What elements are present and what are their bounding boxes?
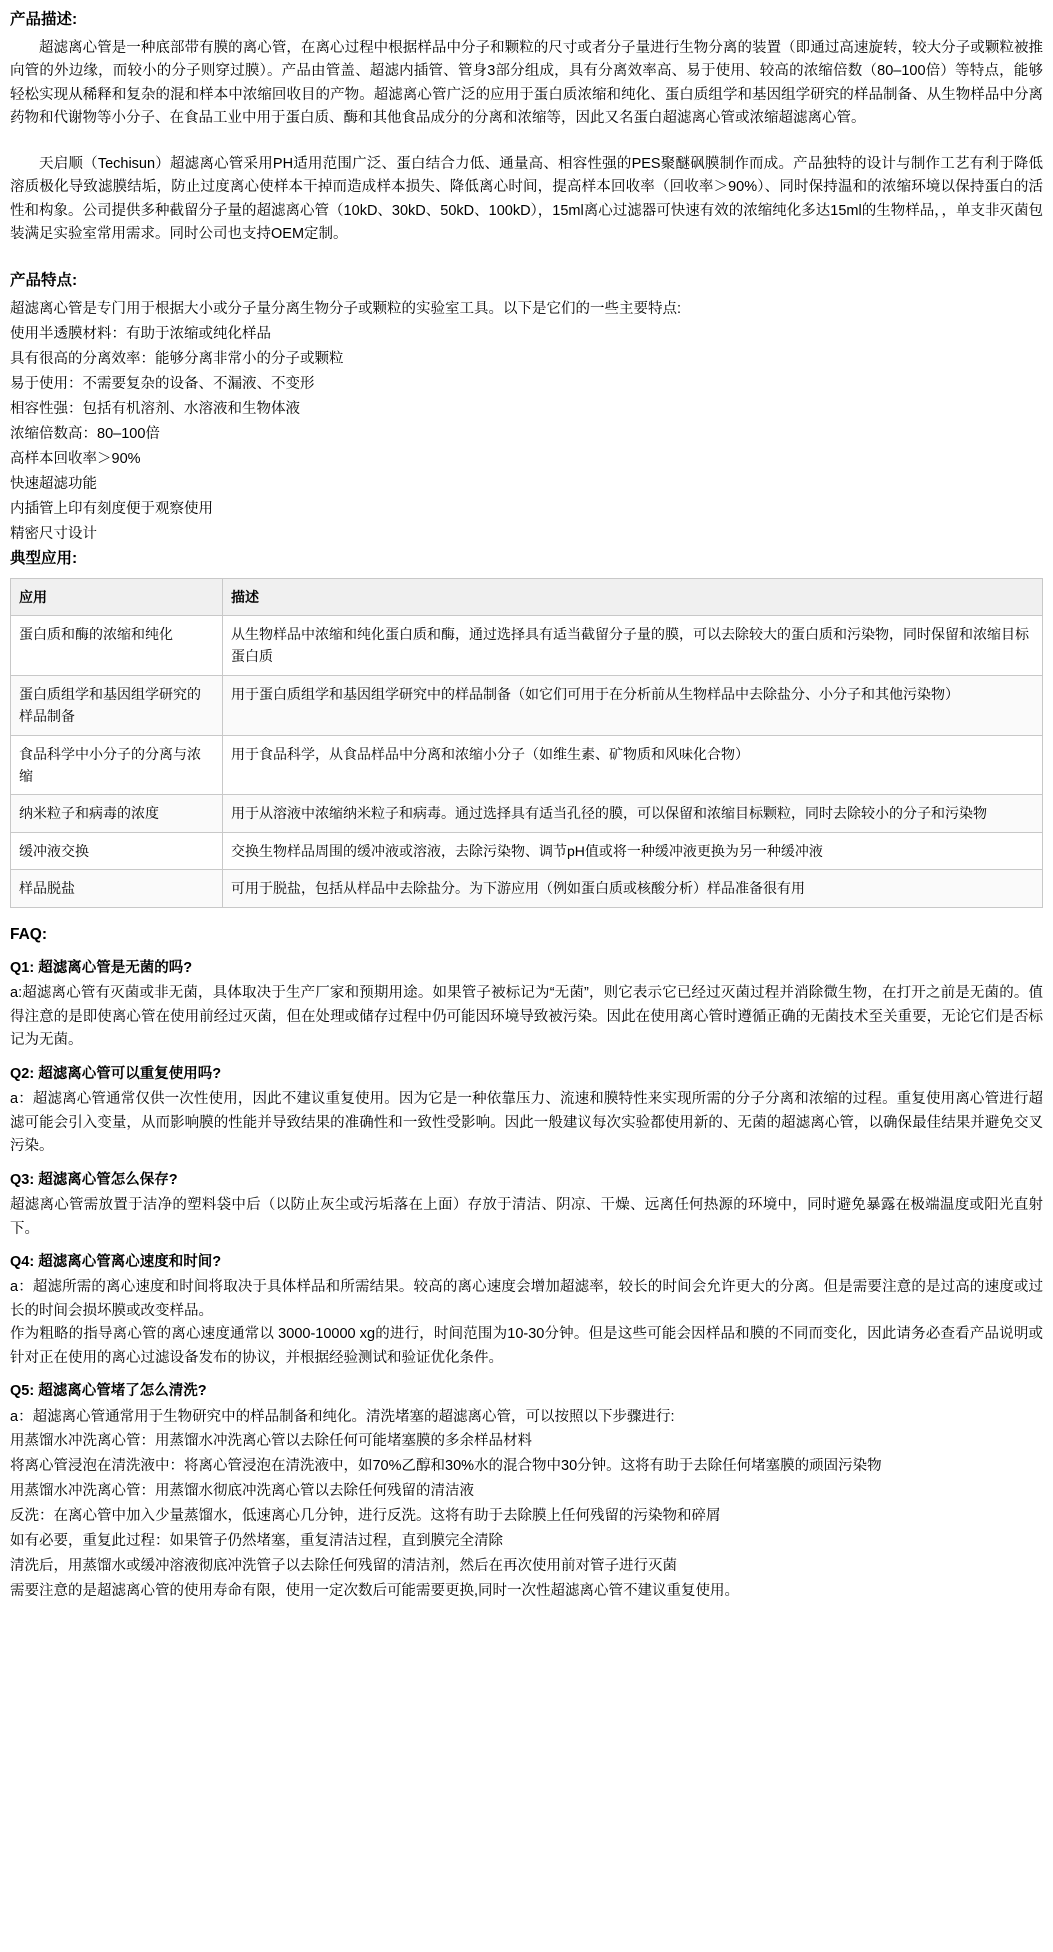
faq-step: 将离心管浸泡在清洗液中：将离心管浸泡在清洗液中，如70%乙醇和30%水的混合物中30分钟。这将有助于去除任何堵塞膜的顽固污染物: [10, 1458, 882, 1475]
table-cell-desc: 可用于脱盐，包括从样品中去除盐分。为下游应用（例如蛋白质或核酸分析）样品准备很有用: [223, 870, 1043, 907]
feature-item: 使用半透膜材料：有助于浓缩或纯化样品: [10, 326, 271, 343]
faq-answer: a：超滤离心管通常仅供一次性使用，因此不建议重复使用。因为它是一种依靠压力、流速和膜特性来实现所需的分子分离和浓缩的过程。重复使用离心管进行超滤可能会引入变量，从而影响膜的性能并导致结果的准确性和一致性受影响。因此一般建议每次实验都使用新的、无菌的超滤离心管，以确保最佳结果并避免交叉污染。: [10, 1091, 1043, 1155]
feature-item: 易于使用：不需要复杂的设备、不漏液、不变形: [10, 376, 315, 393]
feature-item: 精密尺寸设计: [10, 525, 97, 542]
table-header-desc: 描述: [223, 578, 1043, 615]
product-description-paragraph-1: 超滤离心管是一种底部带有膜的离心管，在离心过程中根据样品中分子和颗粒的尺寸或者分子量进行生物分离的装置（即通过高速旋转，较大分子或颗粒被推向管的外边缘，而较小的分子则穿过膜）。产品由管盖、超滤内插管、管身3部分组成，具有分离效率高、易于使用、较高的浓缩倍数（80–100倍）等特点，能够轻松实现从稀释和复杂的混和样本中浓缩回收目的产物。超滤离心管广泛的应用于蛋白质浓缩和纯化、蛋白质组学和基因组学研究的样品制备、从生物样品中分离药物和代谢物等小分子、在食品工业中用于蛋白质、酶和其他食品成分的分离和浓缩等，因此又名蛋白超滤离心管或浓缩超滤离心管。: [10, 39, 1043, 127]
table-row: [11, 832, 1043, 869]
faq-step: 如有必要，重复此过程：如果管子仍然堵塞，重复清洁过程，直到膜完全清除: [10, 1533, 503, 1550]
feature-item: 内插管上印有刻度便于观察使用: [10, 500, 213, 517]
faq-question: Q3: 超滤离心管怎么保存?: [10, 1171, 178, 1188]
faq-step: 用蒸馏水冲洗离心管：用蒸馏水彻底冲洗离心管以去除任何残留的清洁液: [10, 1483, 474, 1500]
table-cell-desc: 用于食品科学，从食品样品中分离和浓缩小分子（如维生素、矿物质和风味化合物）: [223, 735, 1043, 795]
table-cell-desc: 用于从溶液中浓缩纳米粒子和病毒。通过选择具有适当孔径的膜，可以保留和浓缩目标颗粒，同时去除较小的分子和污染物: [223, 795, 1043, 832]
table-cell-app: 纳米粒子和病毒的浓度: [11, 795, 223, 832]
product-features-title: 产品特点:: [10, 271, 78, 289]
table-row: [11, 616, 1043, 676]
table-row: [11, 735, 1043, 795]
faq-question: Q2: 超滤离心管可以重复使用吗?: [10, 1065, 222, 1082]
product-description-paragraph-2: 天启顺（Techisun）超滤离心管采用PH适用范围广泛、蛋白结合力低、通量高、相容性强的PES聚醚砜膜制作而成。产品独特的设计与制作工艺有利于降低溶质极化导致滤膜结垢，防止过度离心使样本干掉而造成样本损失、降低离心时间，提高样本回收率（回收率＞90%）、同时保持温和的浓缩环境以保持蛋白的活性和构象。公司提供多种截留分子量的超滤离心管（10kD、30kD、50kD、100kD），15ml离心过滤器可快速有效的浓缩纯化多达15ml的生物样品，，单支非灭菌包装满足实验室常用需求。同时公司也支持OEM定制。: [10, 155, 1043, 243]
spacer: [10, 131, 1043, 153]
faq-step: 清洗后，用蒸馏水或缓冲溶液彻底冲洗管子以去除任何残留的清洁剂，然后在再次使用前对管子进行灭菌: [10, 1558, 677, 1575]
faq-question: Q5: 超滤离心管堵了怎么清洗?: [10, 1383, 207, 1400]
feature-item: 快速超滤功能: [10, 476, 97, 493]
table-cell-app: 缓冲液交换: [11, 832, 223, 869]
faq-answer: a：超滤所需的离心速度和时间将取决于具体样品和所需结果。较高的离心速度会增加超滤率，较长的时间会允许更大的分离。但是需要注意的是过高的速度或过长的时间会损坏膜或改变样品。: [10, 1279, 1043, 1319]
faq-answer: 超滤离心管需放置于洁净的塑料袋中后（以防止灰尘或污垢落在上面）存放于清洁、阴凉、干燥、远离任何热源的环境中，同时避免暴露在极端温度或阳光直射下。: [10, 1197, 1043, 1237]
table-row: [11, 675, 1043, 735]
faq-answer: a:超滤离心管有灭菌或非无菌，具体取决于生产厂家和预期用途。如果管子被标记为“无菌”，则它表示它已经过灭菌过程并消除微生物，在打开之前是无菌的。值得注意的是即使离心管在使用前经过灭菌，但在处理或储存过程中仍可能因环境导致被污染。因此在使用离心管时遵循正确的无菌技术至关重要，无论它们是否标记为无菌。: [10, 985, 1043, 1049]
faq-answer: a：超滤离心管通常用于生物研究中的样品制备和纯化。清洗堵塞的超滤离心管，可以按照以下步骤进行:: [10, 1408, 675, 1425]
faq-question: Q1: 超滤离心管是无菌的吗?: [10, 959, 193, 976]
product-features-intro: 超滤离心管是专门用于根据大小或分子量分离生物分子或颗粒的实验室工具。以下是它们的一些主要特点:: [10, 301, 682, 318]
table-header-row: [11, 578, 1043, 615]
faq-question: Q4: 超滤离心管离心速度和时间?: [10, 1253, 222, 1270]
faq-answer: 作为粗略的指导离心管的离心速度通常以 3000-10000 xg的进行，时间范围为10-30分钟。但是这些可能会因样品和膜的不同而变化，因此请务必查看产品说明或针对正在使用的离心过滤设备发布的协议，并根据经验测试和验证优化条件。: [10, 1326, 1043, 1366]
feature-item: 浓缩倍数高：80–100倍: [10, 426, 160, 443]
table-cell-app: 蛋白质组学和基因组学研究的样品制备: [11, 675, 223, 735]
typical-applications-title: 典型应用:: [10, 549, 78, 567]
table-cell-desc: 交换生物样品周围的缓冲液或溶液，去除污染物、调节pH值或将一种缓冲液更换为另一种缓冲液: [223, 832, 1043, 869]
table-cell-app: 蛋白质和酶的浓缩和纯化: [11, 616, 223, 676]
typical-applications-table: [10, 578, 1043, 908]
feature-item: 具有很高的分离效率：能够分离非常小的分子或颗粒: [10, 351, 344, 368]
table-cell-app: 食品科学中小分子的分离与浓缩: [11, 735, 223, 795]
faq-step: 需要注意的是超滤离心管的使用寿命有限，使用一定次数后可能需要更换,同时一次性超滤离心管不建议重复使用。: [10, 1583, 740, 1599]
faq-step: 用蒸馏水冲洗离心管：用蒸馏水冲洗离心管以去除任何可能堵塞膜的多余样品材料: [10, 1433, 532, 1450]
table-row: [11, 870, 1043, 907]
feature-item: 相容性强：包括有机溶剂、水溶液和生物体液: [10, 401, 300, 418]
table-cell-desc: 从生物样品中浓缩和纯化蛋白质和酶，通过选择具有适当截留分子量的膜，可以去除较大的蛋白质和污染物，同时保留和浓缩目标蛋白质: [223, 616, 1043, 676]
faq-step: 反洗：在离心管中加入少量蒸馏水，低速离心几分钟，进行反洗。这将有助于去除膜上任何残留的污染物和碎屑: [10, 1508, 721, 1525]
table-header-app: 应用: [11, 578, 223, 615]
feature-item: 高样本回收率＞90%: [10, 451, 141, 468]
product-description-title: 产品描述:: [10, 11, 78, 28]
spacer: [10, 908, 1043, 922]
table-cell-desc: 用于蛋白质组学和基因组学研究中的样品制备（如它们可用于在分析前从生物样品中去除盐分、小分子和其他污染物）: [223, 675, 1043, 735]
faq-title: FAQ:: [10, 925, 48, 943]
spacer: [10, 247, 1043, 269]
table-cell-app: 样品脱盐: [11, 870, 223, 907]
table-row: [11, 795, 1043, 832]
